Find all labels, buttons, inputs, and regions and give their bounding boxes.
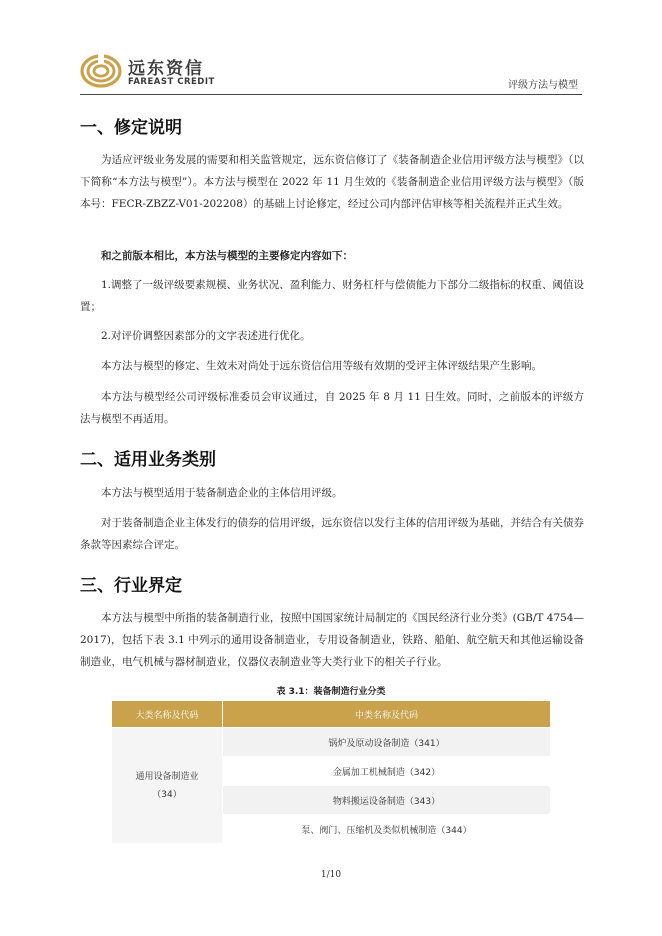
table-row: [112, 728, 551, 757]
page-number: 1/10: [320, 870, 342, 880]
fareast-logo-icon: [80, 52, 122, 90]
logo-english-name: FAREAST CREDIT: [128, 77, 215, 87]
section-title-industry: 三、行业界定: [80, 576, 182, 596]
section-title-revision: 一、修定说明: [80, 118, 182, 138]
paragraph: 本方法与模型中所指的装备制造行业，按照中国国家统计局制定的《国民经济行业分类》(GB/T 4754—2017)，包括下表 3.1 中列示的通用设备制造业，专用设备制造业，铁路、船舶、航空航天和其他运输设备制造业，电气机械与器材制造业，仪器仪表制造业等大类行业下的相关子行业。: [80, 612, 584, 668]
table-cell-minor: 锅炉及原动设备制造（341）: [223, 728, 551, 757]
major-code: （34）: [152, 789, 182, 800]
logo-chinese-name: 远东资信: [128, 59, 204, 79]
industry-classification-table: [111, 700, 551, 844]
table-cell-minor: 金属加工机械制造（342）: [223, 757, 551, 786]
paragraph: 本方法与模型的修定、生效未对尚处于远东资信信用等级有效期的受评主体评级结果产生影响。: [101, 360, 542, 372]
paragraph: 对于装备制造企业主体发行的债券的信用评级，远东资信以发行主体的信用评级为基础，并结合有关债券条款等因素综合评定。: [80, 517, 584, 551]
paragraph-bold: 和之前版本相比，本方法与模型的主要修定内容如下：: [101, 250, 353, 262]
table-cell-major: [112, 728, 223, 844]
major-name: 通用设备制造业: [135, 771, 199, 782]
paragraph: 为适应评级业务发展的需要和相关监管规定，远东资信修订了《装备制造企业信用评级方法与模型》（以下简称“本方法与模型”）。本方法与模型在 2022 年 11 月生效的《装备制造企业信用评级方法与模型》（版本号：FECR-ZBZZ-V01-202208）的基础上讨论修定，经过公司内部评估审核等相关流程并正式生效。: [80, 154, 584, 210]
paragraph: 本方法与模型适用于装备制造企业的主体信用评级。: [101, 487, 343, 499]
section-title-scope: 二、适用业务类别: [80, 450, 216, 470]
table-cell-minor: 物料搬运设备制造（343）: [223, 786, 551, 815]
header-document-title: 评级方法与模型: [508, 80, 578, 91]
page-header: [80, 48, 582, 95]
table-caption: 表 3.1：装备制造行业分类: [276, 687, 386, 697]
table-header-minor: 中类名称及代码: [223, 701, 551, 728]
company-logo: [80, 52, 230, 90]
paragraph: 1.调整了一级评级要素规模、业务状况、盈利能力、财务杠杆与偿债能力下部分二级指标的权重、阈值设置；: [80, 279, 584, 313]
table-header-major: 大类名称及代码: [112, 701, 223, 728]
table-header-row: [112, 701, 551, 728]
table-cell-minor: 泵、阀门、压缩机及类似机械制造（344）: [223, 815, 551, 844]
paragraph: 2.对评价调整因素部分的文字表述进行优化。: [101, 330, 311, 342]
paragraph: 本方法与模型经公司评级标准委员会审议通过，自 2025 年 8 月 11 日生效。同时，之前版本的评级方法与模型不再适用。: [80, 391, 584, 425]
